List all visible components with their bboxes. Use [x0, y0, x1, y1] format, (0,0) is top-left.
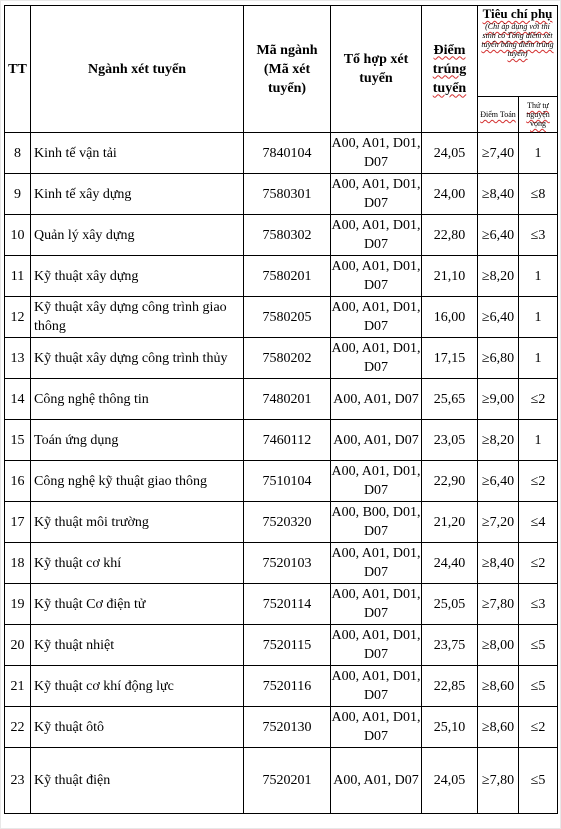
table-row — [5, 174, 558, 215]
row-major: Kinh tế vận tải — [31, 133, 244, 174]
table-row — [5, 420, 558, 461]
row-math-score: ≥6,40 — [478, 297, 519, 338]
table-row — [5, 625, 558, 666]
row-tt: 18 — [5, 543, 31, 584]
header-criteria-title: Tiêu chí phụ — [482, 6, 553, 21]
row-score: 24,05 — [422, 748, 478, 814]
row-score: 21,20 — [422, 502, 478, 543]
row-priority: 1 — [519, 338, 558, 379]
row-combo: A00, B00, D01, D07 — [331, 502, 422, 543]
header-code-label: Mã ngành (Mã xét tuyển) — [256, 42, 318, 96]
row-major: Kỹ thuật xây dựng công trình thủy — [31, 338, 244, 379]
row-combo: A00, A01, D01, D07 — [331, 297, 422, 338]
row-major: Kinh tế xây dựng — [31, 174, 244, 215]
row-score: 25,10 — [422, 707, 478, 748]
row-combo: A00, A01, D01, D07 — [331, 133, 422, 174]
row-major: Toán ứng dụng — [31, 420, 244, 461]
row-code: 7520130 — [244, 707, 331, 748]
table-header — [5, 6, 558, 133]
row-priority: ≤5 — [519, 748, 558, 814]
table-row — [5, 584, 558, 625]
row-major: Kỹ thuật cơ khí — [31, 543, 244, 584]
row-major: Kỹ thuật nhiệt — [31, 625, 244, 666]
header-priority-label: Thứ tự nguyện vọng — [526, 101, 550, 128]
row-priority: ≤2 — [519, 543, 558, 584]
row-combo: A00, A01, D01, D07 — [331, 584, 422, 625]
row-math-score: ≥7,20 — [478, 502, 519, 543]
row-math-score: ≥8,60 — [478, 707, 519, 748]
row-score: 16,00 — [422, 297, 478, 338]
table-row — [5, 338, 558, 379]
row-code: 7520115 — [244, 625, 331, 666]
row-math-score: ≥8,20 — [478, 420, 519, 461]
row-combo: A00, A01, D01, D07 — [331, 256, 422, 297]
row-score: 21,10 — [422, 256, 478, 297]
row-major: Công nghệ kỹ thuật giao thông — [31, 461, 244, 502]
row-math-score: ≥8,40 — [478, 543, 519, 584]
row-tt: 10 — [5, 215, 31, 256]
row-tt: 11 — [5, 256, 31, 297]
table-row — [5, 256, 558, 297]
row-combo: A00, A01, D01, D07 — [331, 543, 422, 584]
header-score — [422, 6, 478, 133]
row-code: 7480201 — [244, 379, 331, 420]
row-code: 7520103 — [244, 543, 331, 584]
table-row — [5, 666, 558, 707]
row-math-score: ≥9,00 — [478, 379, 519, 420]
row-combo: A00, A01, D01, D07 — [331, 461, 422, 502]
row-math-score: ≥7,80 — [478, 584, 519, 625]
row-major: Kỹ thuật xây dựng công trình giao thông — [31, 297, 244, 338]
row-score: 22,80 — [422, 215, 478, 256]
row-priority: 1 — [519, 256, 558, 297]
row-priority: ≤5 — [519, 625, 558, 666]
row-priority: 1 — [519, 133, 558, 174]
header-combo — [331, 6, 422, 133]
row-math-score: ≥7,80 — [478, 748, 519, 814]
row-major: Công nghệ thông tin — [31, 379, 244, 420]
row-code: 7520201 — [244, 748, 331, 814]
table-row — [5, 379, 558, 420]
row-code: 7520114 — [244, 584, 331, 625]
row-score: 24,00 — [422, 174, 478, 215]
row-code: 7580202 — [244, 338, 331, 379]
row-tt: 16 — [5, 461, 31, 502]
header-code — [244, 6, 331, 133]
row-score: 17,15 — [422, 338, 478, 379]
row-tt: 19 — [5, 584, 31, 625]
row-tt: 17 — [5, 502, 31, 543]
row-tt: 21 — [5, 666, 31, 707]
row-math-score: ≥6,40 — [478, 461, 519, 502]
row-tt: 13 — [5, 338, 31, 379]
row-combo: A00, A01, D01, D07 — [331, 215, 422, 256]
row-priority: 1 — [519, 297, 558, 338]
table-row — [5, 133, 558, 174]
table-row — [5, 502, 558, 543]
row-score: 23,75 — [422, 625, 478, 666]
row-code: 7460112 — [244, 420, 331, 461]
row-tt: 8 — [5, 133, 31, 174]
row-score: 23,05 — [422, 420, 478, 461]
table-body — [5, 133, 558, 814]
header-priority — [519, 97, 558, 133]
row-tt: 20 — [5, 625, 31, 666]
row-major: Kỹ thuật ôtô — [31, 707, 244, 748]
admission-scores-table — [4, 5, 558, 814]
row-tt: 14 — [5, 379, 31, 420]
row-major: Kỹ thuật cơ khí động lực — [31, 666, 244, 707]
row-math-score: ≥6,80 — [478, 338, 519, 379]
row-priority: ≤5 — [519, 666, 558, 707]
row-math-score: ≥8,60 — [478, 666, 519, 707]
header-combo-label: Tổ hợp xét tuyển — [343, 52, 409, 86]
row-priority: ≤2 — [519, 461, 558, 502]
row-combo: A00, A01, D01, D07 — [331, 707, 422, 748]
header-row — [5, 6, 558, 97]
row-code: 7580302 — [244, 215, 331, 256]
row-tt: 9 — [5, 174, 31, 215]
header-math-score — [478, 97, 519, 133]
row-math-score: ≥8,00 — [478, 625, 519, 666]
row-priority: ≤4 — [519, 502, 558, 543]
row-score: 22,85 — [422, 666, 478, 707]
row-score: 25,65 — [422, 379, 478, 420]
row-math-score: ≥8,40 — [478, 174, 519, 215]
row-major: Quản lý xây dựng — [31, 215, 244, 256]
row-tt: 15 — [5, 420, 31, 461]
row-score: 25,05 — [422, 584, 478, 625]
row-code: 7580201 — [244, 256, 331, 297]
row-tt: 12 — [5, 297, 31, 338]
row-math-score: ≥6,40 — [478, 215, 519, 256]
table-row — [5, 748, 558, 814]
row-score: 24,40 — [422, 543, 478, 584]
row-combo: A00, A01, D01, D07 — [331, 625, 422, 666]
row-major: Kỹ thuật xây dựng — [31, 256, 244, 297]
row-code: 7520320 — [244, 502, 331, 543]
row-priority: 1 — [519, 420, 558, 461]
header-score-label: Điểm trúng tuyển — [432, 42, 467, 96]
row-math-score: ≥8,20 — [478, 256, 519, 297]
row-math-score: ≥7,40 — [478, 133, 519, 174]
row-priority: ≤8 — [519, 174, 558, 215]
row-code: 7520116 — [244, 666, 331, 707]
row-score: 24,05 — [422, 133, 478, 174]
row-priority: ≤3 — [519, 215, 558, 256]
table-row — [5, 297, 558, 338]
table-row — [5, 215, 558, 256]
row-major: Kỹ thuật Cơ điện tử — [31, 584, 244, 625]
header-criteria-note: (Chỉ áp dụng với thí sinh có Tổng điểm xét tuyển bằng điểm trúng tuyển) — [481, 22, 554, 58]
row-combo: A00, A01, D01, D07 — [331, 174, 422, 215]
header-criteria — [478, 6, 558, 97]
header-math-score-label: Điểm Toán — [480, 110, 516, 119]
row-code: 7510104 — [244, 461, 331, 502]
row-combo: A00, A01, D01, D07 — [331, 338, 422, 379]
row-code: 7580205 — [244, 297, 331, 338]
row-tt: 23 — [5, 748, 31, 814]
row-code: 7840104 — [244, 133, 331, 174]
row-code: 7580301 — [244, 174, 331, 215]
row-combo: A00, A01, D07 — [331, 748, 422, 814]
row-tt: 22 — [5, 707, 31, 748]
row-priority: ≤2 — [519, 379, 558, 420]
row-major: Kỹ thuật môi trường — [31, 502, 244, 543]
row-combo: A00, A01, D07 — [331, 420, 422, 461]
header-major: Ngành xét tuyển — [31, 6, 244, 133]
row-priority: ≤2 — [519, 707, 558, 748]
row-priority: ≤3 — [519, 584, 558, 625]
row-combo: A00, A01, D07 — [331, 379, 422, 420]
table-row — [5, 543, 558, 584]
row-combo: A00, A01, D01, D07 — [331, 666, 422, 707]
table-row — [5, 461, 558, 502]
header-tt: TT — [5, 6, 31, 133]
table-row — [5, 707, 558, 748]
row-score: 22,90 — [422, 461, 478, 502]
row-major: Kỹ thuật điện — [31, 748, 244, 814]
